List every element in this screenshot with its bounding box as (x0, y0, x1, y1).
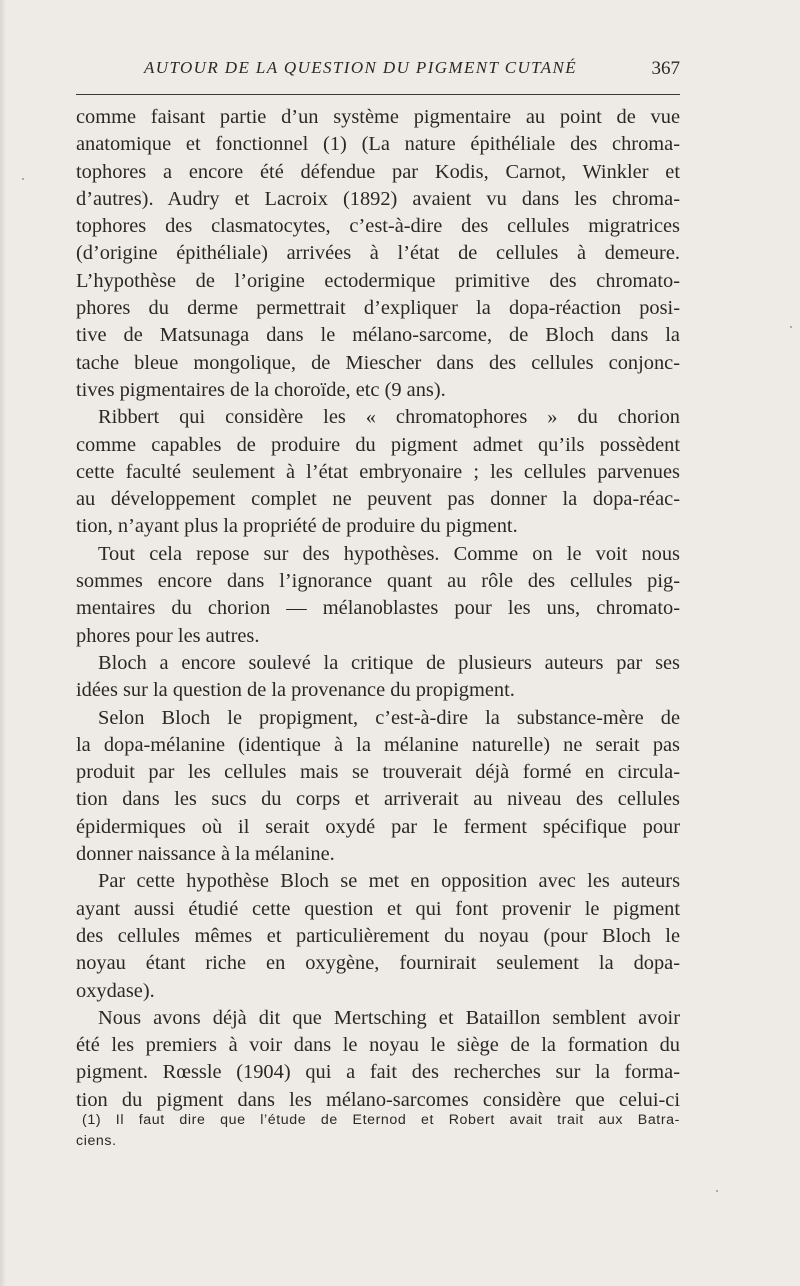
text-line: L’hypothèse de l’origine ectodermique primitive des chromato- (76, 269, 680, 292)
body-text (76, 104, 680, 1114)
running-head (76, 52, 680, 86)
text-line: ayant aussi étudié cette question et qui font provenir le pigment (76, 897, 680, 920)
paper-speck (790, 326, 792, 328)
footnote (76, 1110, 680, 1152)
page-edge (0, 0, 6, 1286)
text-line: produit par les cellules mais se trouverait déjà formé en circula- (76, 761, 680, 784)
header-rule (76, 94, 680, 95)
text-line: tion dans les sucs du corps et arriverait au niveau des cellules (76, 788, 680, 811)
text-line: tion, n’ayant plus la propriété de produire du pigment. (76, 515, 518, 538)
paper-speck (22, 178, 24, 180)
text-line: comme faisant partie d’un système pigmentaire au point de vue (76, 106, 680, 128)
page-number: 367 (651, 58, 680, 79)
text-line: pigment. Rœssle (1904) qui a fait des recherches sur la forma- (76, 1061, 680, 1084)
text-line: (d’origine épithéliale) arrivées à l’état de cellules à demeure. (76, 242, 680, 265)
text-line: été les premiers à voir dans le noyau le siège de la formation du (76, 1034, 680, 1057)
text-line: tion du pigment dans les mélano-sarcomes considère que celui-ci (76, 1088, 680, 1111)
text-line: comme capables de produire du pigment admet qu’ils possèdent (76, 433, 680, 456)
text-line: tive de Matsunaga dans le mélano-sarcome, de Bloch dans la (76, 324, 680, 347)
text-line: phores du derme permettrait d’expliquer la dopa-réaction posi- (76, 297, 680, 320)
text-line: oxydase). (76, 979, 155, 1002)
text-line: tophores des clasmatocytes, c’est-à-dire des cellules migratrices (76, 215, 680, 238)
text-line: Tout cela repose sur des hypothèses. Comme on le voit nous (98, 542, 680, 565)
text-line: tives pigmentaires de la choroïde, etc (9 ans). (76, 378, 446, 401)
paper-speck (716, 1190, 718, 1192)
text-line: noyau étant riche en oxygène, fournirait seulement la dopa- (76, 952, 680, 975)
text-line: sommes encore dans l’ignorance quant au rôle des cellules pig- (76, 570, 680, 593)
text-line: d’autres). Audry et Lacroix (1892) avaient vu dans les chroma- (76, 187, 680, 210)
footnote-line: ciens. (76, 1133, 117, 1149)
text-line: au développement complet ne peuvent pas donner la dopa-réac- (76, 488, 680, 511)
text-line: anatomique et fonctionnel (1) (La nature épithéliale des chroma- (76, 133, 680, 156)
text-line: épidermiques où il serait oxydé par le ferment spécifique pour (76, 815, 680, 838)
text-line: cette faculté seulement à l’état embryonaire ; les cellules parvenues (76, 460, 680, 483)
text-line: Bloch a encore soulevé la critique de plusieurs auteurs par ses (98, 651, 680, 674)
text-line: tophores a encore été défendue par Kodis, Carnot, Winkler et (76, 160, 680, 183)
text-line: Selon Bloch le propigment, c’est-à-dire la substance-mère de (98, 706, 680, 729)
text-line: donner naissance à la mélanine. (76, 843, 335, 866)
text-line: tache bleue mongolique, de Miescher dans des cellules conjonc- (76, 351, 680, 374)
text-line: des cellules mêmes et particulièrement du noyau (pour Bloch le (76, 924, 680, 947)
text-line: idées sur la question de la provenance du propigment. (76, 679, 515, 702)
text-line: mentaires du chorion — mélanoblastes pour les uns, chromato- (76, 597, 680, 620)
text-line: Par cette hypothèse Bloch se met en opposition avec les auteurs (98, 870, 680, 893)
footnote-line: (1) Il faut dire que l’étude de Eternod et Robert avait trait aux Batra- (82, 1112, 680, 1128)
text-line: Ribbert qui considère les « chromatophores » du chorion (98, 406, 680, 429)
text-line: Nous avons déjà dit que Mertsching et Bataillon semblent avoir (98, 1006, 680, 1029)
running-title: AUTOUR DE LA QUESTION DU PIGMENT CUTANÉ (144, 58, 578, 77)
text-line: phores pour les autres. (76, 624, 260, 647)
text-line: la dopa-mélanine (identique à la mélanine naturelle) ne serait pas (76, 733, 680, 756)
